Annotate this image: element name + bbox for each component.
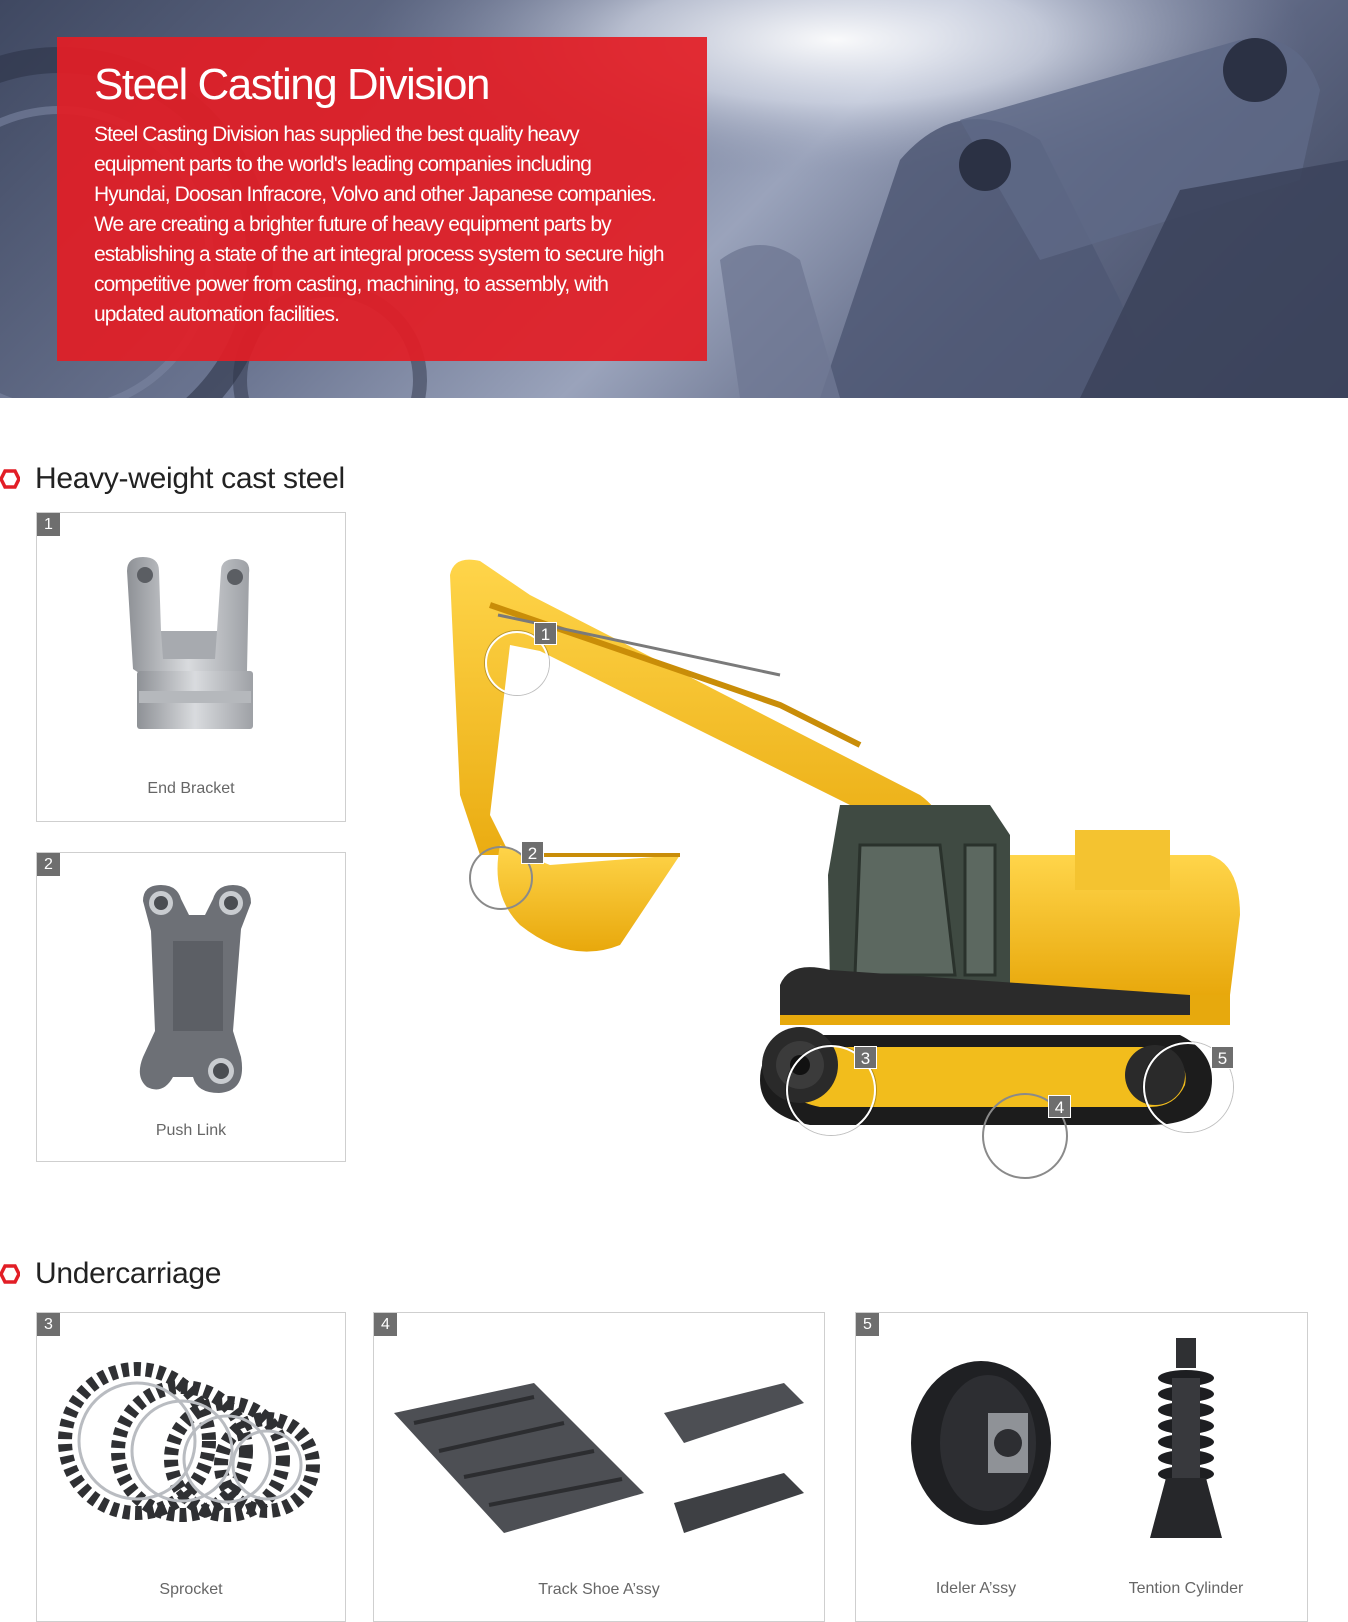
tension-cylinder-image	[1136, 1338, 1236, 1548]
end-bracket-image	[117, 551, 267, 741]
hero-title: Steel Casting Division	[94, 60, 489, 109]
part-card-end-bracket[interactable]	[36, 512, 346, 822]
part-caption: Sprocket	[159, 1581, 223, 1598]
part-card-idler-tension[interactable]	[855, 1312, 1308, 1622]
hero-banner	[0, 0, 1348, 398]
section-title-heavy-label: Heavy-weight cast steel	[35, 462, 345, 495]
section-title-heavy	[0, 462, 345, 496]
sprocket-image	[57, 1341, 327, 1541]
hexagon-bullet-icon	[0, 1264, 20, 1284]
diagram-marker-4[interactable]: 4	[1048, 1095, 1071, 1118]
part-number-badge: 1	[37, 513, 60, 536]
part-caption: Track Shoe A’ssy	[538, 1581, 660, 1598]
diagram-marker-5[interactable]: 5	[1211, 1046, 1234, 1069]
idler-image	[906, 1358, 1056, 1528]
part-number-badge: 3	[37, 1313, 60, 1336]
part-card-push-link[interactable]	[36, 852, 346, 1162]
part-card-track-shoe[interactable]	[373, 1312, 825, 1622]
hexagon-bullet-icon	[0, 469, 20, 489]
hero-description: Steel Casting Division has supplied the best quality heavy equipment parts to the world's leading companies including Hyundai, Doosan Infracore, Volvo and other Japanese companies. We are creating a brighter future of heavy equipment parts by establishing a state of the art integral process system to secure high competitive power from casting, machining, to assembly, with updated automation facilities.	[94, 122, 664, 326]
part-caption-idler: Ideler A’ssy	[935, 1580, 1017, 1597]
part-card-sprocket[interactable]	[36, 1312, 346, 1622]
part-number-badge: 2	[37, 853, 60, 876]
part-caption: Push Link	[155, 1122, 227, 1139]
part-number-badge: 5	[856, 1313, 879, 1336]
section-title-undercarriage	[0, 1257, 221, 1291]
diagram-marker-1[interactable]: 1	[534, 622, 557, 645]
part-caption: End Bracket	[147, 780, 235, 797]
hero-text-box	[57, 37, 707, 361]
push-link-image	[133, 881, 263, 1101]
diagram-marker-3[interactable]: 3	[854, 1046, 877, 1069]
part-number-badge: 4	[374, 1313, 397, 1336]
part-caption-tension-cylinder: Tention Cylinder	[1128, 1580, 1244, 1597]
track-shoe-image	[384, 1373, 814, 1553]
section-title-undercarriage-label: Undercarriage	[35, 1257, 222, 1290]
diagram-marker-2[interactable]: 2	[521, 841, 544, 864]
